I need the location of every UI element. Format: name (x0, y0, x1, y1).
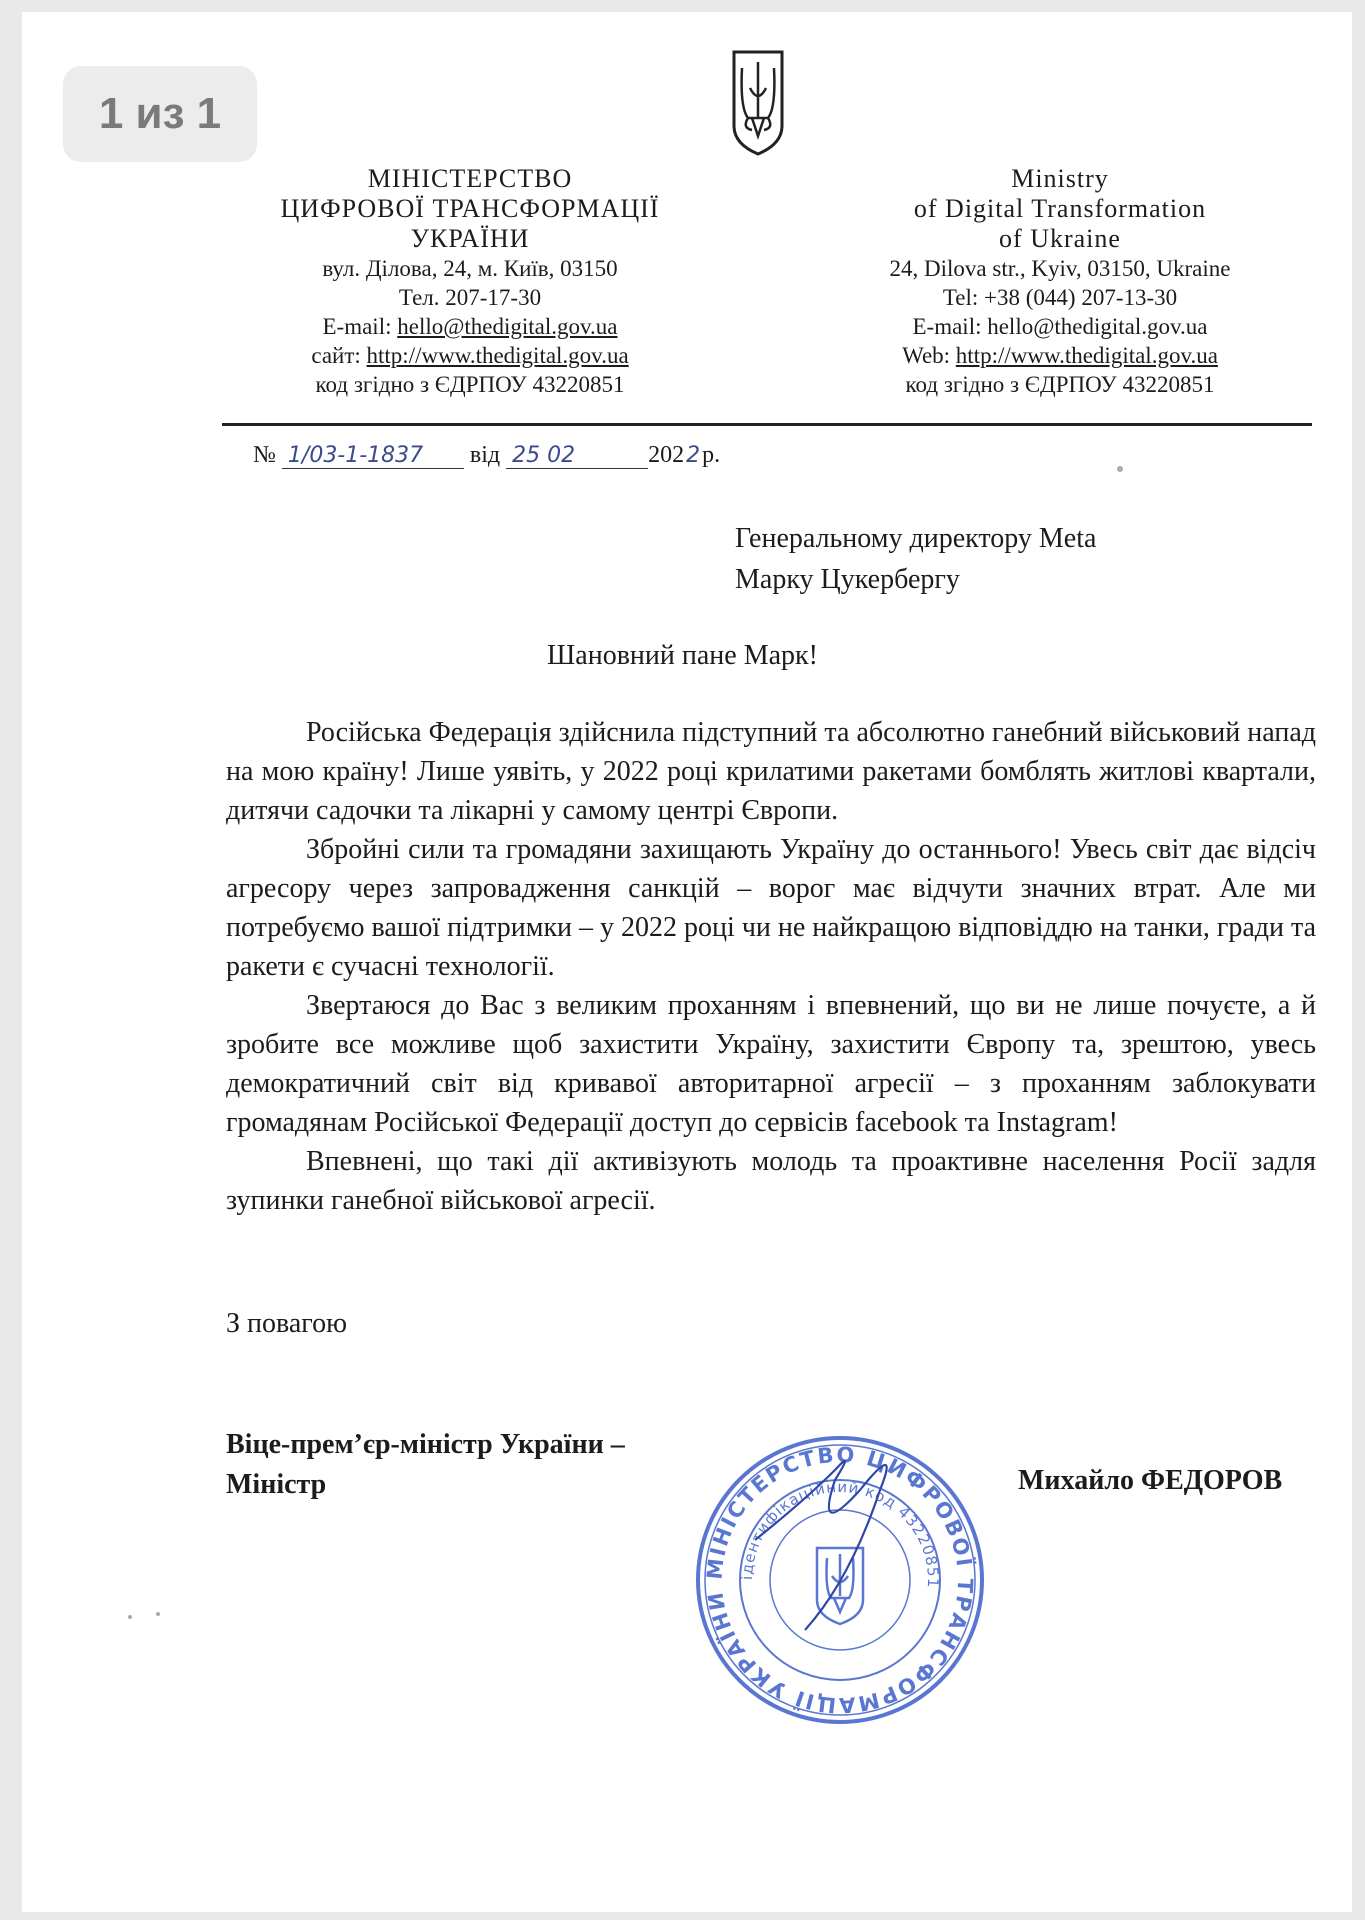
trident-coat-of-arms-icon (728, 48, 788, 158)
ministry-en-line3: of Ukraine (999, 224, 1121, 253)
ministry-en-line2: of Digital Transformation (913, 194, 1207, 223)
stamp-outer-text: МІНІСТЕРСТВО ЦИФРОВОЇ ТРАНСФОРМАЦІЇ УКРАЇНИ (702, 1442, 978, 1718)
year-prefix: 202 (648, 442, 685, 468)
registration-line (253, 442, 720, 469)
ministry-en-site-row (840, 341, 1280, 370)
signer-role-line1: Віце-прем’єр-міністр України – (226, 1429, 625, 1460)
web-prefix: Web: (902, 343, 956, 368)
ministry-site-row (240, 341, 700, 370)
signer-role (226, 1425, 625, 1505)
signer-name: Михайло ФЕДОРОВ (1018, 1465, 1283, 1496)
ministry-en-site-link[interactable]: http://www.thedigital.gov.ua (955, 343, 1218, 368)
ministry-code: код згідно з ЄДРПОУ 43220851 (315, 372, 625, 397)
letter-body (226, 713, 1316, 1220)
scan-speck (156, 1612, 160, 1616)
addressee-line1: Генеральному директору Meta (735, 523, 1097, 554)
ministry-en-phone: Tel: +38 (044) 207-13-30 (942, 285, 1178, 310)
stamp-inner-text: ідентифікаційний код 43220851 (737, 1477, 943, 1589)
signer-role-line2: Міністр (226, 1469, 327, 1500)
addressee-line2: Марку Цукербергу (735, 564, 960, 595)
ministry-name-line3: УКРАЇНИ (410, 224, 530, 253)
from-label: від (469, 442, 501, 468)
page-counter: 1 из 1 (63, 66, 257, 162)
ministry-site-link[interactable]: http://www.thedigital.gov.ua (366, 343, 629, 368)
salutation: Шановний пане Марк! (547, 640, 818, 671)
year-suffix: р. (702, 442, 721, 468)
ministry-en-code: код згідно з ЄДРПОУ 43220851 (905, 372, 1215, 397)
ministry-email-link[interactable]: hello@thedigital.gov.ua (397, 314, 618, 339)
registration-date: 25 02 (506, 443, 648, 469)
email-prefix: E-mail: (322, 314, 398, 339)
scan-speck (128, 1615, 132, 1619)
site-prefix: сайт: (311, 343, 367, 368)
ministry-address: вул. Ділова, 24, м. Київ, 03150 (322, 256, 618, 281)
paragraph: Звертаюся до Вас з великим проханням і впевнений, що ви не лише почуєте, а й зробите все можливе щоб захистити Україну, захистити Європу та, зрештою, увесь демократичний світ від кривавої авторитарної агресії – з проханням заблокувати громадянам Російської Федерації доступ до сервісів facebook та Instagram! (226, 990, 1316, 1138)
scan-speck (1117, 466, 1123, 472)
ministry-en-email: E-mail: hello@thedigital.gov.ua (912, 314, 1208, 339)
ministry-en-address: 24, Dilova str., Kyiv, 03150, Ukraine (889, 256, 1231, 281)
registration-number: 1/03-1-1837 (282, 443, 464, 469)
ministry-header-ukrainian (240, 164, 700, 399)
ministry-en-line1: Ministry (1011, 164, 1109, 193)
closing: З повагою (226, 1308, 347, 1339)
paragraph: Російська Федерація здійснила підступний та абсолютно ганебний військовий напад на мою країну! Лише уявіть, у 2022 році крилатими ракетами бомблять житлові квартали, дитячи садочки та лікарні у самому центрі Європи. (226, 717, 1316, 826)
official-stamp-seal (685, 1430, 995, 1730)
ministry-header-english (840, 164, 1280, 399)
ministry-name-line1: МІНІСТЕРСТВО (367, 164, 573, 193)
year-handwritten: 2 (686, 443, 701, 468)
header-divider (222, 423, 1312, 426)
paragraph: Збройні сили та громадяни захищають Україну до останнього! Увесь світ дає відсіч агресору через запровадження санкцій – ворог має відчути значних втрат. Але ми потребуємо вашої підтримки – у 2022 році чи не найкращою відповіддю на танки, гради та ракети є сучасні технології. (226, 834, 1316, 982)
addressee (735, 518, 1096, 600)
ministry-email-row (240, 312, 700, 341)
number-label: № (253, 442, 276, 468)
paragraph: Впевнені, що такі дії активізують молодь та проактивне населення Росії задля зупинки ганебної військової агресії. (226, 1146, 1316, 1216)
ministry-phone: Тел. 207-17-30 (398, 285, 542, 310)
ministry-name-line2: ЦИФРОВОЇ ТРАНСФОРМАЦІЇ (280, 194, 660, 223)
